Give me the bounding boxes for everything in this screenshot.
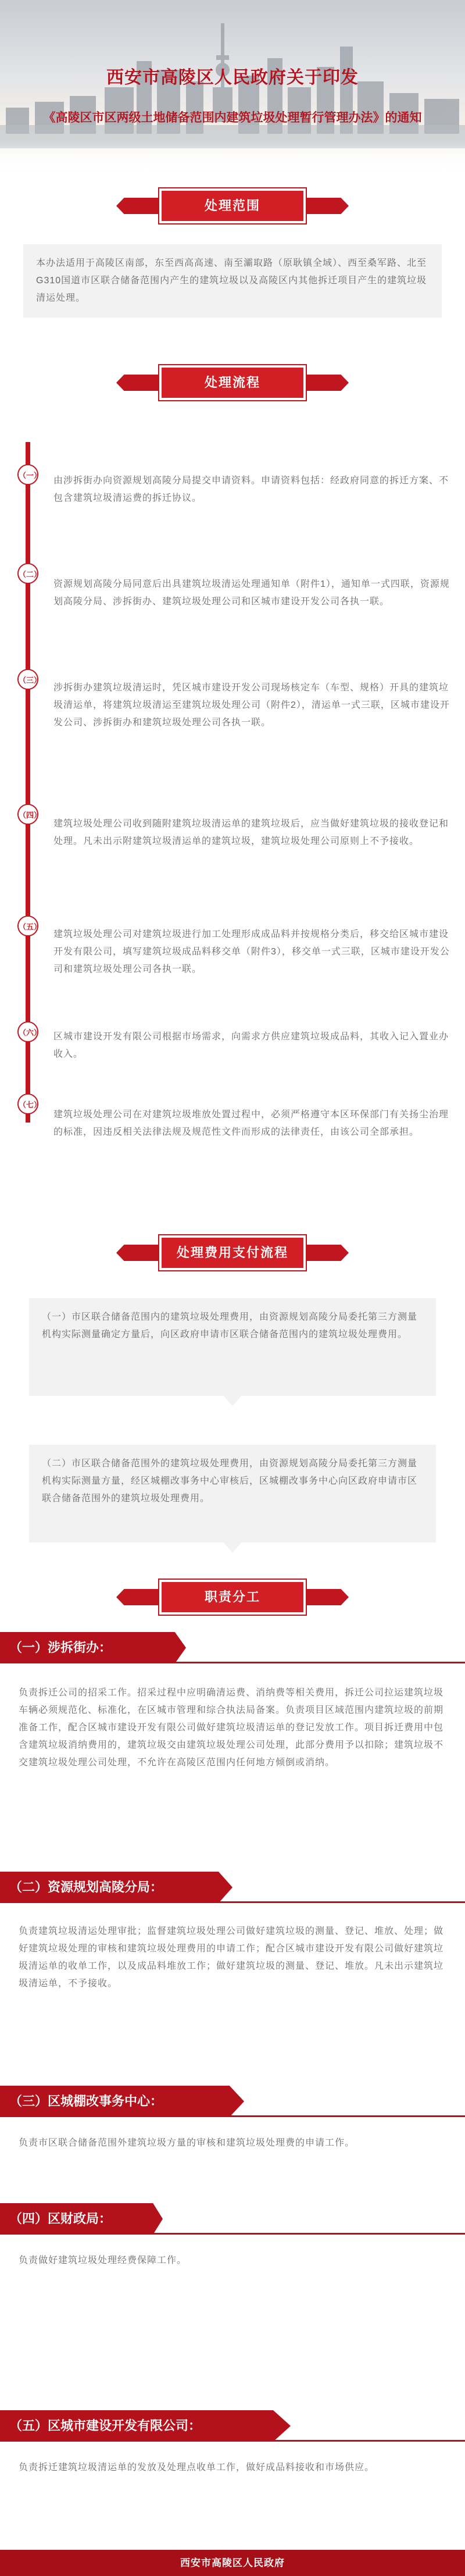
step-tag: （六）: [17, 1021, 38, 1042]
step-tag: （五）: [17, 915, 38, 936]
step-text: 由涉拆街办向资源规划高陵分局提交申请资料。申请资料包括：经政府同意的拆迁方案、不包含建筑垃圾清运费的拆迁协议。: [53, 476, 449, 503]
duty-heading: （五）区城市建设开发有限公司：: [0, 2410, 291, 2442]
arrow-down-icon: [224, 1542, 241, 1553]
duty-heading: （一）涉拆街办：: [0, 1632, 186, 1663]
scope-text: 本办法适用于高陵区南部，东至西高高速、南至灞取路（原耿镇全域）、西至桑军路、北至G310国道市区联合储备范围内产生的建筑垃圾以及高陵区内其他拆迁项目产生的建筑垃圾清运处理。: [23, 244, 442, 318]
page-subtitle: 《高陵区市区两级土地储备范围内建筑垃圾处理暂行管理办法》的通知: [43, 111, 422, 124]
duty-text: 负责建筑垃圾清运处理审批；监督建筑垃圾处理公司做好建筑垃圾的测量、登记、堆放、处理；做好建筑垃圾处理的审核和建筑垃圾处理费用的申请工作；配合区城市建设开发有限公司做好建筑垃圾清运单的收单工作，以及成品料堆放工作；做好建筑垃圾的测量、登记、堆放。凡未出示建筑垃圾清运单，不予接收。: [19, 1926, 444, 1989]
footer: 西安市高陵区人民政府: [0, 2550, 465, 2576]
section-heading-duties: 职责分工: [116, 1576, 349, 1618]
duty-text: 负责拆迁公司的招采工作。招采过程中应明确清运费、消纳费等相关费用，拆迁公司拉运建筑垃圾车辆必须规范化、标准化，在区城市管理和综合执法局备案。负责项目区域范围内建筑垃圾的前期准备工作，配合区城市建设开发有限公司做好建筑垃圾清运单的登记发放工作。项目拆迁费用中包含建筑垃圾消纳费用的，建筑垃圾交由建筑垃圾处理公司处理，此部分费用予以扣除；建筑垃圾不交建筑垃圾处理公司处理，不允许在高陵区范围内任何地方倾倒或消纳。: [19, 1688, 444, 1768]
header-banner: [0, 0, 465, 174]
step-text: 涉拆街办建筑垃圾清运时，凭区城市建设开发公司现场核定车（车型、规格）开具的建筑垃圾清运单，将建筑垃圾清运至建筑垃圾处理公司（附件2），清运单一式三联，区城市建设开发公司、涉拆街办和建筑垃圾处理公司各执一联。: [53, 683, 450, 728]
timeline-line: [26, 442, 30, 1123]
duty-heading: （二）资源规划高陵分局：: [0, 1872, 233, 1903]
duty-heading: （四）区财政局：: [0, 2203, 163, 2235]
duty-text: 负责做好建筑垃圾处理经费保障工作。: [19, 2256, 187, 2265]
payment-item: （二）市区联合储备范围外的建筑垃圾处理费用，由资源规划高陵分局委托第三方测量机构实际测量方量，经区城棚改事务中心审核后，区城棚改事务中心向区政府申请市区联合储备范围外的建筑垃圾处理费用。: [29, 1445, 436, 1542]
duty-text: 负责市区联合储备范围外建筑垃圾方量的审核和建筑垃圾处理费的申请工作。: [19, 2138, 355, 2148]
step-text: 区城市建设开发有限公司根据市场需求，向需求方供应建筑垃圾成品料，其收入记入置业办收入。: [53, 1032, 449, 1059]
step-tag: （七）: [17, 1093, 38, 1114]
step-tag: （四）: [17, 804, 38, 825]
step-text: 资源规划高陵分局同意后出具建筑垃圾清运处理通知单（附件1），通知单一式四联，资源规划高陵分局、涉拆街办、建筑垃圾处理公司和区城市建设开发公司各执一联。: [53, 579, 450, 607]
section-heading-payment: 处理费用支付流程: [116, 1232, 349, 1274]
step-tag: （三）: [17, 669, 38, 690]
step-tag: （二）: [17, 563, 38, 584]
section-heading-scope: 处理范围: [116, 185, 349, 227]
step-text: 建筑垃圾处理公司对建筑垃圾进行加工处理形成成品料并按规格分类后，移交给区城市建设开发有限公司，填写建筑垃圾成品料移交单（附件3），移交单一式三联，区城市建设开发公司和建筑垃圾处理公司各执一联。: [53, 929, 450, 974]
payment-item: （一）市区联合储备范围内的建筑垃圾处理费用，由资源规划高陵分局委托第三方测量机构实际测量确定方量后，向区政府申请市区联合储备范围内的建筑垃圾处理费用。: [29, 1298, 436, 1396]
duty-text: 负责拆迁建筑垃圾清运单的发放及处理点收单工作，做好成品料接收和市场供应。: [19, 2463, 375, 2472]
step-text: 建筑垃圾处理公司收到随附建筑垃圾清运单的建筑垃圾后，应当做好建筑垃圾的接收登记和处理。凡未出示附建筑垃圾清运单的建筑垃圾，建筑垃圾处理公司原则上不予接收。: [53, 819, 449, 846]
arrow-down-icon: [224, 1396, 241, 1406]
section-heading-process: 处理流程: [116, 362, 349, 404]
step-tag: （一）: [17, 464, 38, 485]
duty-heading: （三）区城棚改事务中心：: [0, 2086, 244, 2117]
step-text: 建筑垃圾处理公司在对建筑垃圾堆放处置过程中，必须严格遵守本区环保部门有关扬尘治理的标准，因违反相关法律法规及规范性文件而形成的法律责任，由该公司全部承担。: [53, 1110, 449, 1137]
page-title: 西安市高陵区人民政府关于印发: [106, 68, 359, 87]
